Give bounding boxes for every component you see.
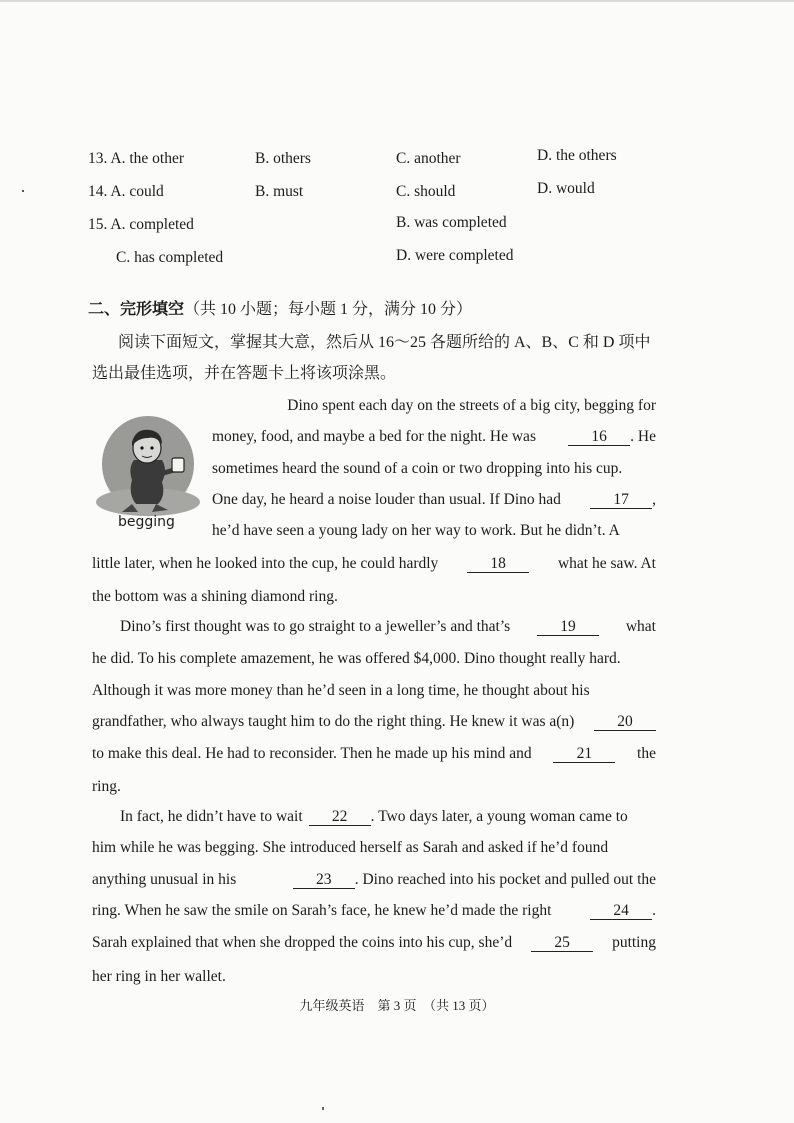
option-c: C. has completed xyxy=(116,249,224,266)
option-d: D. would xyxy=(537,180,595,197)
blank-19: 19 xyxy=(537,618,599,636)
passage-line: money, food, and maybe a bed for the night. He was 16 . He xyxy=(212,428,656,445)
scan-mark xyxy=(22,190,24,192)
passage-line: little later, when he looked into the cup, he could hardly 18 what he saw. At xyxy=(92,555,656,572)
section-note: （共 10 小题；每小题 1 分，满分 10 分） xyxy=(184,301,473,318)
blank-20: 20 xyxy=(594,713,656,731)
passage-line: In fact, he didn’t have to wait 22 . Two days later, a young woman came to xyxy=(120,808,628,825)
passage-line: Although it was more money than he’d seen in a long time, he thought about his xyxy=(92,682,590,699)
passage-line: sometimes heard the sound of a coin or two dropping into his cup. xyxy=(212,460,623,477)
option-b: B. must xyxy=(255,183,304,200)
passage-line: Dino spent each day on the streets of a big city, begging for xyxy=(287,397,656,414)
passage-line: he did. To his complete amazement, he was offered $4,000. Dino thought really hard. xyxy=(92,650,621,667)
passage-line: grandfather, who always taught him to do the right thing. He knew it was a(n) 20 xyxy=(92,713,656,731)
blank-24: 24 xyxy=(590,902,652,920)
image-caption: begging xyxy=(118,514,175,530)
blank-23: 23 xyxy=(293,871,355,889)
passage-line: to make this deal. He had to reconsider. Then he made up his mind and 21 the xyxy=(92,745,656,762)
section-instruction: 阅读下面短文，掌握其大意，然后从 16～25 各题所给的 A、B、C 和 D 项中选出最佳选项，并在答题卡上将该项涂黑。 xyxy=(92,334,651,382)
option-a: 14. A. could xyxy=(88,183,164,200)
option-c: C. should xyxy=(396,183,456,200)
passage-line: him while he was begging. She introduced herself as Sarah and asked if he’d found xyxy=(92,839,609,856)
passage-line: anything unusual in his 23 . Dino reached into his pocket and pulled out the xyxy=(92,871,656,888)
passage-line: ring. When he saw the smile on Sarah’s face, he knew he’d made the right 24 . xyxy=(92,902,656,919)
blank-25: 25 xyxy=(531,934,593,952)
option-a: 15. A. completed xyxy=(88,216,194,233)
blank-22: 22 xyxy=(309,808,371,826)
option-c: C. another xyxy=(396,150,461,167)
option-d: D. were completed xyxy=(396,247,514,264)
blank-17: 17 xyxy=(590,491,652,509)
scan-edge xyxy=(0,0,794,2)
option-b: B. others xyxy=(255,150,311,167)
blank-21: 21 xyxy=(553,745,615,763)
question-number: 15. xyxy=(88,216,108,233)
question-number: 14. xyxy=(88,183,108,200)
question-number: 13. xyxy=(88,150,108,167)
passage-line: ring. xyxy=(92,778,121,795)
passage-line: the bottom was a shining diamond ring. xyxy=(92,588,338,605)
section-title xyxy=(88,296,472,319)
section-heading: 二、完形填空 xyxy=(88,299,185,318)
blank-16: 16 xyxy=(568,428,630,446)
passage-line: he’d have seen a young lady on her way to work. But he didn’t. A xyxy=(212,522,620,539)
option-b: B. was completed xyxy=(396,214,507,231)
passage-line: Dino’s first thought was to go straight to a jeweller’s and that’s 19 what xyxy=(120,618,656,635)
passage-line: her ring in her wallet. xyxy=(92,968,226,985)
option-d: D. the others xyxy=(537,147,617,164)
passage-line: One day, he heard a noise louder than usual. If Dino had 17 , xyxy=(212,491,656,508)
option-a: 13. A. the other xyxy=(88,150,185,167)
blank-18: 18 xyxy=(467,555,529,573)
passage-line: Sarah explained that when she dropped the coins into his cup, she’d 25 putting xyxy=(92,934,656,951)
page-footer: 九年级英语 第 3 页 （共 13 页） xyxy=(299,998,495,1013)
scan-mark xyxy=(322,1107,324,1110)
